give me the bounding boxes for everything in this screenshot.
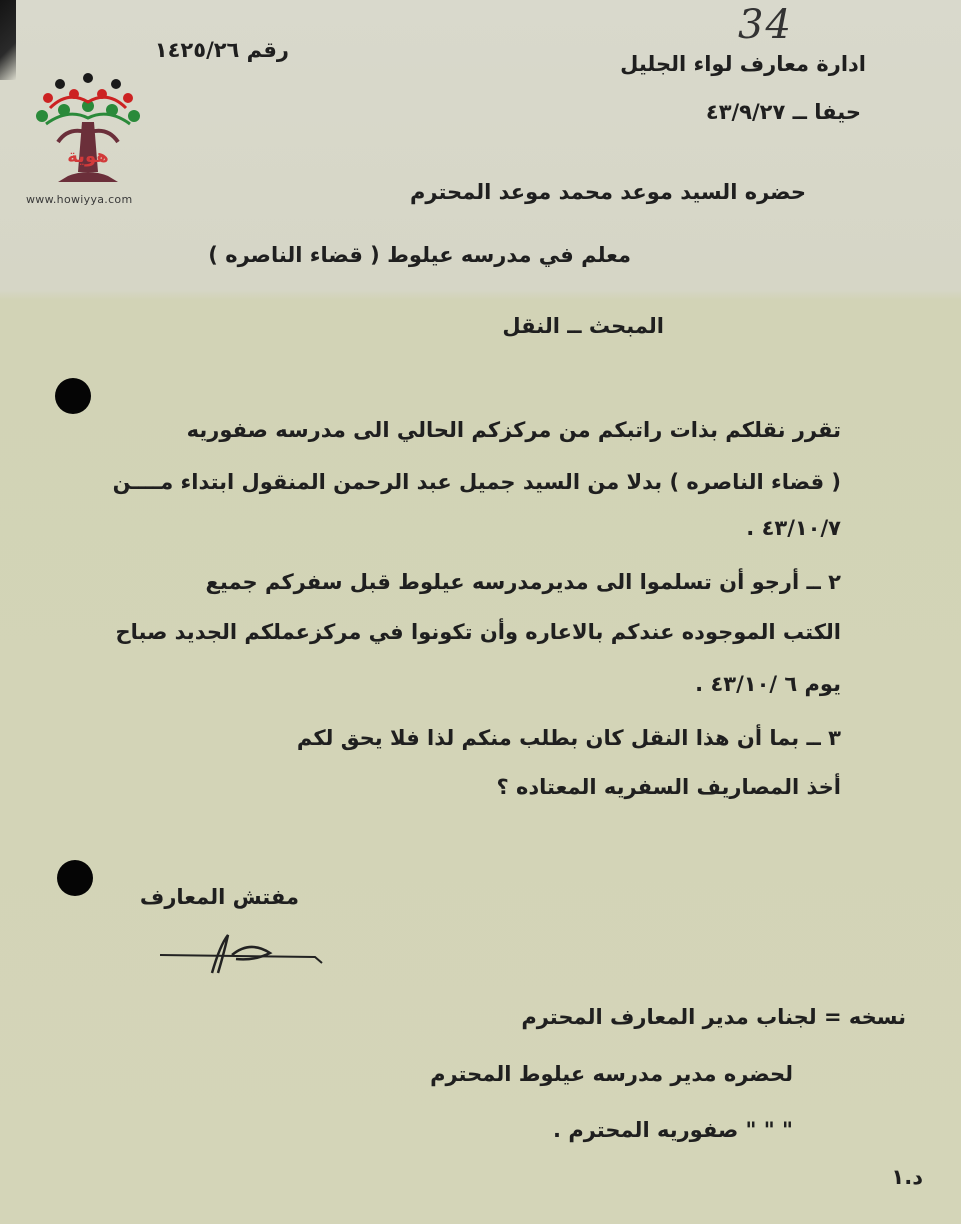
punch-hole-bottom (57, 860, 93, 896)
signature-title: مفتش المعارف (139, 885, 299, 909)
office-name: ادارة معارف لواء الجليل (620, 52, 866, 76)
tree-icon (36, 73, 140, 182)
body-line: أخذ المصاريف السفريه المعتاده ؟ (496, 775, 841, 799)
body-line: ٣ ــ بما أن هذا النقل كان بطلب منكم لذا فلا يحق لكم (296, 726, 841, 750)
copies-line: نسخه = لجناب مدير المعارف المحترم (521, 1005, 906, 1029)
body-line: ( قضاء الناصره ) بدلا من السيد جميل عبد الرحمن المنقول ابتداء مــــن (112, 470, 841, 494)
body-line: الكتب الموجوده عندكم بالاعاره وأن تكونوا في مركزعملكم الجديد صباح (115, 620, 841, 644)
subject-line: المبحث ــ النقل (502, 314, 664, 338)
body-line: ٤٣/١٠/٧ . (746, 516, 841, 540)
body-line: تقرر نقلكم بذات راتبكم من مركزكم الحالي الى مدرسه صفوريه (186, 418, 841, 442)
watermark-url: www.howiyya.com (26, 193, 133, 206)
reference-number: رقم ١٤٢٥/٢٦ (154, 38, 289, 62)
body-line: يوم ٦ /٤٣/١٠ . (695, 672, 841, 696)
punch-hole-top (55, 378, 91, 414)
recipient-position: معلم في مدرسه عيلوط ( قضاء الناصره ) (208, 243, 631, 267)
recipient-name: حضره السيد موعد محمد موعد المحترم (410, 180, 806, 204)
howiyya-logo (28, 72, 148, 207)
body-line: ٢ ــ أرجو أن تسلموا الى مديرمدرسه عيلوط قبل سفركم جميع (205, 570, 841, 594)
location-date: حيفا ــ ٤٣/٩/٢٧ (705, 100, 861, 124)
copies-line: لحضره مدير مدرسه عيلوط المحترم (430, 1062, 793, 1086)
scan-edge (0, 0, 16, 80)
copies-line: " " " صفوريه المحترم . (553, 1118, 793, 1142)
svg-text:هوية: هوية (67, 146, 109, 167)
handwritten-signature (150, 925, 330, 985)
handwritten-page-number: 34 (738, 2, 793, 48)
typist-initials: د.١ (891, 1165, 923, 1189)
